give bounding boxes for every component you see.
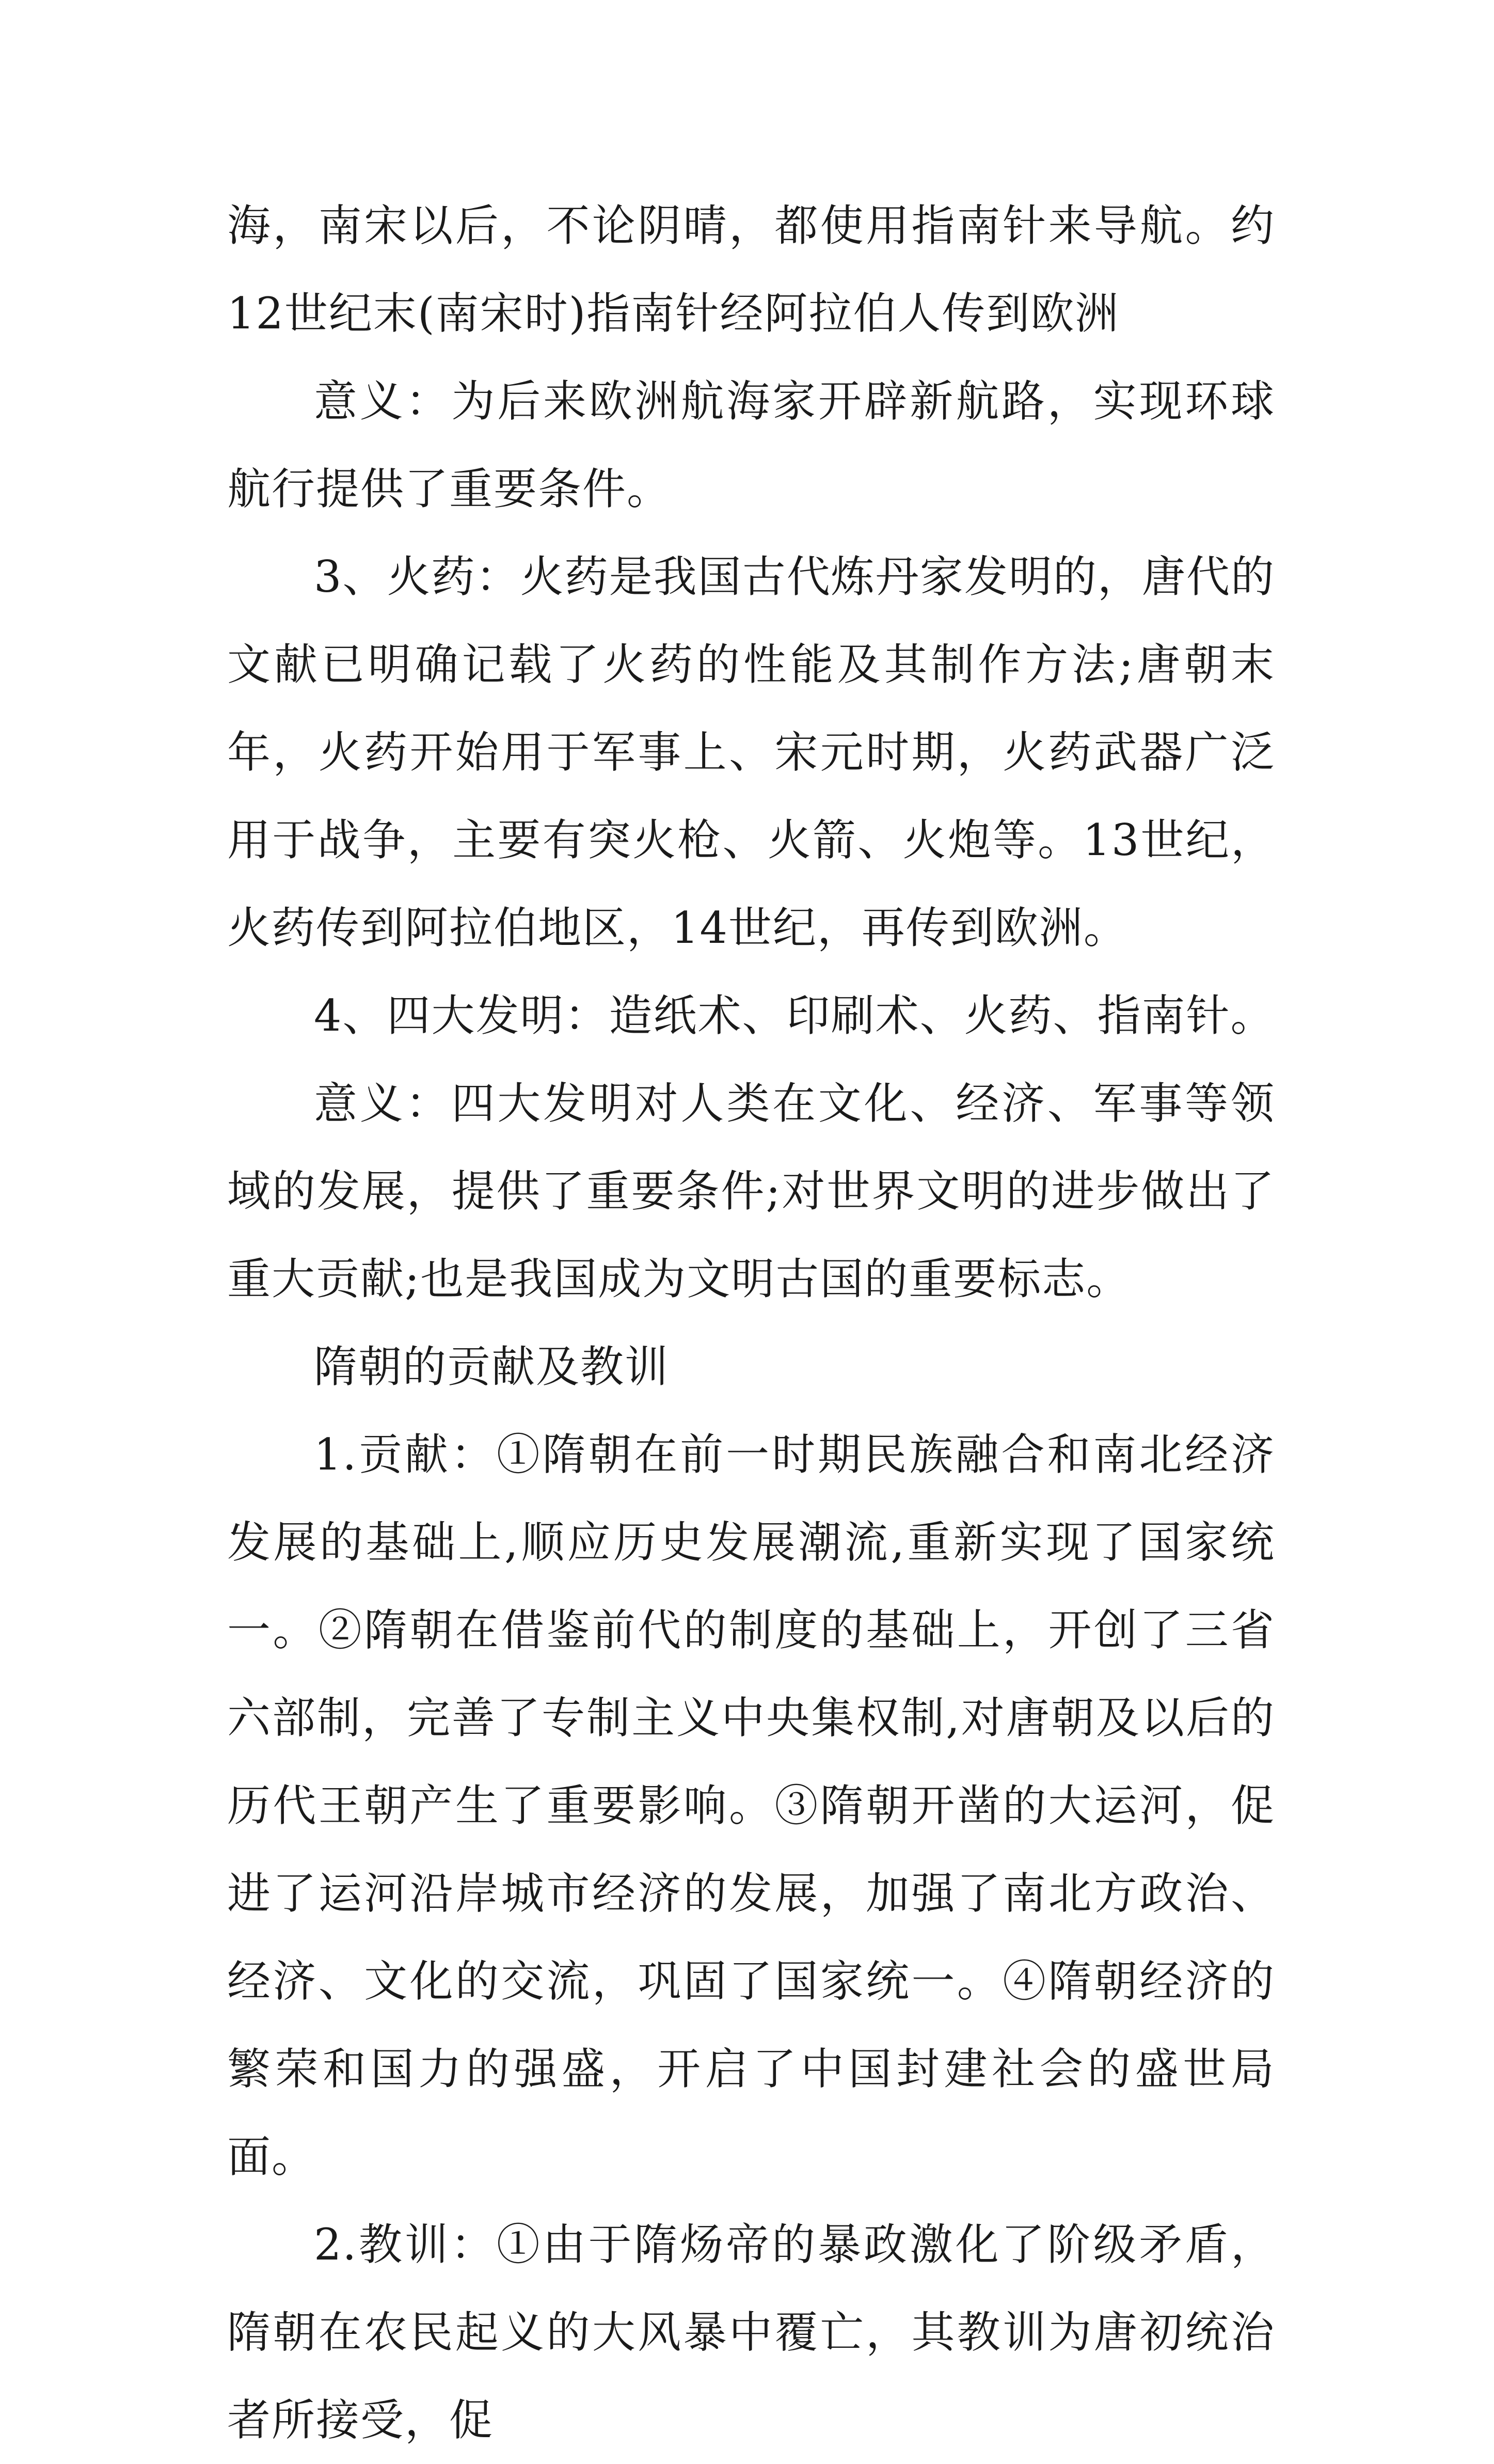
section-heading-sui-dynasty: 隋朝的贡献及教训 [314,1341,670,1392]
paragraph-gunpowder: 3、火药：火药是我国古代炼丹家发明的，唐代的文献已明确记载了火药的性能及其制作方法;唐朝末年，火药开始用于军事上、宋元时期，火药武器广泛用于战争，主要有突火枪、火箭、火炮等。13世纪，火药传到阿拉伯地区，14世纪，再传到欧洲。 [227,551,1275,953]
paragraph-four-inventions: 4、四大发明：造纸术、印刷术、火药、指南针。 [314,990,1275,1041]
paragraph-sui-lessons: 2.教训：①由于隋炀帝的暴政激化了阶级矛盾，隋朝在农民起义的大风暴中覆亡，其教训为唐初统治者所接受，促 [227,2219,1275,2445]
paragraph-inventions-significance: 意义：四大发明对人类在文化、经济、军事等领域的发展，提供了重要条件;对世界文明的进步做出了重大贡献;也是我国成为文明古国的重要标志。 [227,1078,1275,1304]
paragraph-compass-continued: 海，南宋以后，不论阴晴，都使用指南针来导航。约12世纪末(南宋时)指南针经阿拉伯人传到欧洲 [227,200,1275,339]
paragraph-compass-significance: 意义：为后来欧洲航海家开辟新航路，实现环球航行提供了重要条件。 [227,376,1275,514]
document-body [227,182,1275,2464]
paragraph-sui-contributions: 1.贡献：①隋朝在前一时期民族融合和南北经济发展的基础上,顺应历史发展潮流,重新实现了国家统一。②隋朝在借鉴前代的制度的基础上，开创了三省六部制，完善了专制主义中央集权制,对唐朝及以后的历代王朝产生了重要影响。③隋朝开凿的大运河，促进了运河沿岸城市经济的发展，加强了南北方政治、经济、文化的交流，巩固了国家统一。④隋朝经济的繁荣和国力的强盛，开启了中国封建社会的盛世局面。 [227,1429,1275,2182]
